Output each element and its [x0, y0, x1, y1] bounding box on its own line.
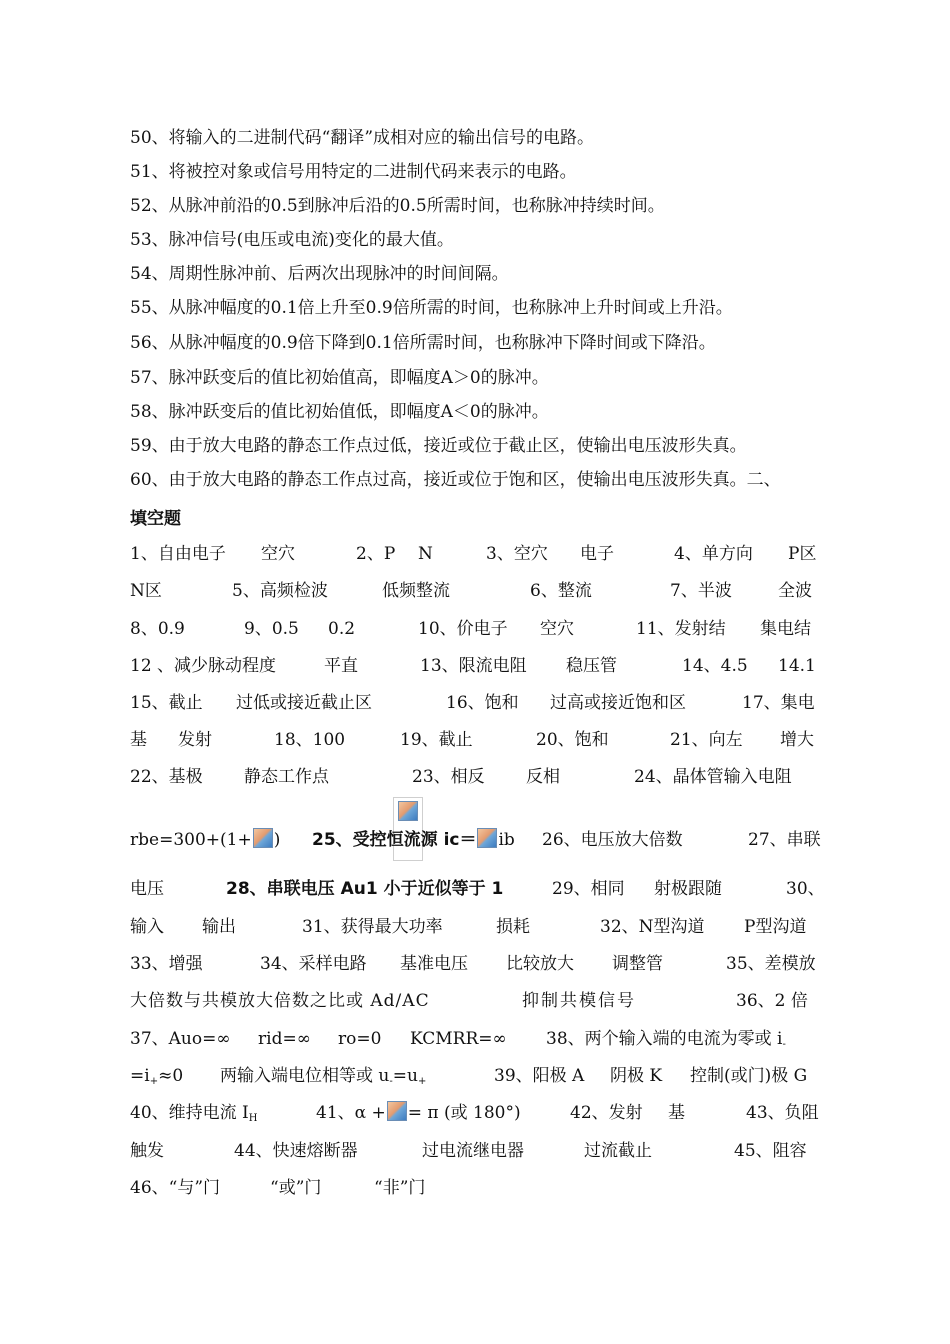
answer-line-17: 46、“与”门 “或”门 “非”门	[130, 1178, 426, 1198]
definition-60: 60、由于放大电路的静态工作点过高，接近或位于饱和区，使输出电压波形失真。二、	[130, 470, 781, 490]
definition-53: 53、脉冲信号(电压或电流)变化的最大值。	[130, 230, 454, 250]
answer-line-13: 37、Auo=∞ rid=∞ ro=0 KCMRR=∞ 38、两个输入端的电流为零或 $i_-$	[130, 1029, 786, 1050]
definition-54: 54、周期性脉冲前、后两次出现脉冲的时间间隔。	[130, 264, 509, 284]
answer-line-5: 15、截止 过低或接近截止区 16、饱和 过高或接近饱和区 17、集电	[130, 693, 815, 713]
answer-27: 27、串联	[748, 830, 821, 850]
definition-55: 55、从脉冲幅度的0.1倍上升至0.9倍所需的时间，也称脉冲上升时间或上升沿。	[130, 298, 733, 318]
definition-57: 57、脉冲跃变后的值比初始值高，即幅度A＞0的脉冲。	[130, 368, 549, 388]
answer-line-14: $=i_+\approx 0$ 两输入端电位相等或 $u_-=u_+$ 39、阳极 A 阴极 K 控制(或门)极 G	[130, 1066, 808, 1087]
answer-line-10: 输入 输出 31、获得最大功率 损耗 32、N型沟道 P型沟道	[130, 917, 807, 937]
definition-59: 59、由于放大电路的静态工作点过低，接近或位于截止区，使输出电压波形失真。	[130, 436, 747, 456]
definition-50: 50、将输入的二进制代码“翻译”成相对应的输出信号的电路。	[130, 128, 595, 148]
answer-line-7: 22、基极 静态工作点 23、相反 反相 24、晶体管输入电阻	[130, 767, 792, 787]
answer-line-4: 12 、减少脉动程度 平直 13、限流电阻 稳压管 14、4.5 14.1	[130, 656, 816, 676]
beta-image-icon	[477, 828, 497, 848]
definition-52: 52、从脉冲前沿的0.5到脉冲后沿的0.5所需时间，也称脉冲持续时间。	[130, 196, 665, 216]
answer-line-9: 电压 28、串联电压 Au1 小于近似等于 1 29、相同 射极跟随 30、	[130, 874, 820, 904]
answer-line-6: 基 发射 18、100 19、截止 20、饱和 21、向左 增大	[130, 730, 814, 750]
answer-25: 25、受控恒流源 ic＝	[312, 830, 477, 850]
answer-line-11: 33、增强 34、采样电路 基准电压 比较放大 调整管 35、差模放	[130, 954, 816, 974]
answer-line-2: N区 5、高频检波 低频整流 6、整流 7、半波 全波	[130, 581, 812, 601]
beta-image-icon	[387, 1101, 407, 1121]
answer-line-15: 40、维持电流 $I_H$ 41、α + = π (或 180°) 42、发射 基 43、负阻	[130, 1103, 819, 1124]
answer-line-12: 大倍数与共模放大倍数之比或 Ad/AC 抑制共模信号 36、2 倍	[130, 991, 808, 1011]
answer-26: 26、电压放大倍数	[542, 830, 683, 850]
section-title: 填空题	[130, 509, 181, 529]
answer-line-8	[130, 825, 820, 855]
rbe-formula-start: rbe=300+(1+	[130, 830, 252, 850]
answer-line-1: 1、自由电子 空穴 2、P N 3、空穴 电子 4、单方向 P区	[130, 544, 817, 564]
rbe-formula-end: )	[273, 830, 281, 850]
answer-line-3: 8、0.9 9、0.5 0.2 10、价电子 空穴 11、发射结 集电结	[130, 619, 811, 639]
definition-58: 58、脉冲跃变后的值比初始值低，即幅度A＜0的脉冲。	[130, 402, 549, 422]
definition-56: 56、从脉冲幅度的0.9倍下降到0.1倍所需时间，也称脉冲下降时间或下降沿。	[130, 333, 716, 353]
formula-image-icon	[398, 801, 418, 821]
formula-image-icon	[253, 828, 273, 848]
answer-25-tail: ib	[498, 830, 515, 850]
definition-51: 51、将被控对象或信号用特定的二进制代码来表示的电路。	[130, 162, 577, 182]
answer-28: 28、串联电压 Au1 小于近似等于 1	[226, 879, 504, 899]
answer-line-16: 触发 44、快速熔断器 过电流继电器 过流截止 45、阻容	[130, 1141, 807, 1161]
